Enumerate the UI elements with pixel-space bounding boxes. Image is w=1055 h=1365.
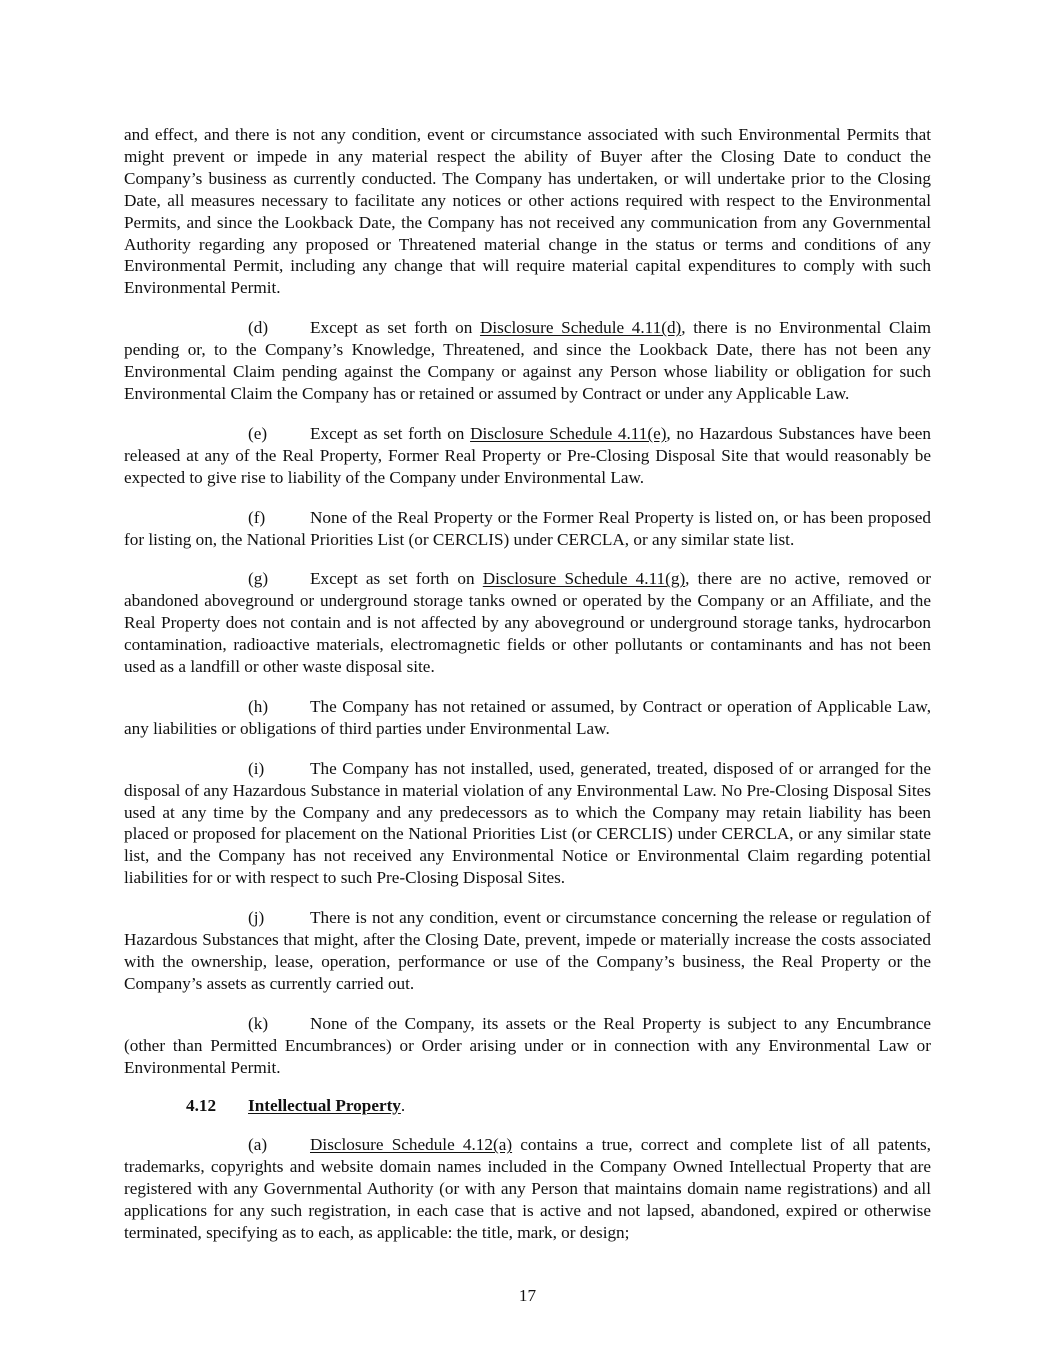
ip-clause-a [124, 1134, 931, 1244]
clause-f [124, 507, 931, 551]
clause-d [124, 317, 931, 405]
ip-clause-a-text: contains a true, correct and complete list of all patents, trademarks, copyrights and website domain names included in the Company Owned Intellectual Property that are registered with any Governmental Authority (or with any Person that maintains domain name registrations) and all applications for any such registration, in each case that is active and not lapsed, abandoned, expired or otherwise terminated, specifying as to each, as applicable: the title, mark, or design; [124, 1135, 931, 1243]
clause-g-lead: Except as set forth on [310, 569, 483, 589]
clause-j [124, 907, 931, 995]
clause-d-text: , there is no Environmental Claim pending or, to the Company’s Knowledge, Threatened, and since the Lookback Date, there has not been any Environmental Claim pending against the Company or against any Person whose liability or obligation for such Environmental Claim the Company has or retained or assumed by Contract or under any Applicable Law. [124, 318, 931, 403]
clause-k-label: (k) [248, 1013, 269, 1033]
clause-i-label: (i) [248, 758, 265, 778]
clause-f-text: None of the Real Property or the Former Real Property is listed on, or has been proposed for listing on, the National Priorities List (or CERCLIS) under CERCLA, or any similar state list. [124, 507, 931, 549]
clause-e [124, 423, 931, 489]
clause-h-text: The Company has not retained or assumed, by Contract or operation of Applicable Law, any liabilities or obligations of third parties under Environmental Law. [124, 696, 931, 738]
ip-clause-a-schedule-ref: Disclosure Schedule 4.12(a) [310, 1135, 513, 1155]
clause-k-text: None of the Company, its assets or the Real Property is subject to any Encumbrance (other than Permitted Encumbrances) or Order arising under or in connection with any Environmental Law or Environmental Permit. [124, 1013, 931, 1077]
clause-h-label: (h) [248, 696, 269, 716]
clause-k [124, 1013, 931, 1079]
ip-clause-a-label: (a) [248, 1135, 268, 1155]
continued-paragraph-text: and effect, and there is not any condition, event or circumstance associated with such Environmental Permits that might prevent or impede in any material respect the ability of Buyer after the Closing Date to conduct the Company’s business as currently conducted. The Company has undertaken, or will undertake prior to the Closing Date, all measures necessary to facilitate any notices or other actions required with respect to the Environmental Permits, and since the Lookback Date, the Company has not received any communication from any Governmental Authority regarding any proposed or Threatened material change in the status or terms and conditions of any Environmental Permit, including any change that will require material capital expenditures to comply with such Environmental Permit. [124, 125, 931, 298]
section-number: 4.12 [186, 1095, 217, 1115]
clause-j-label: (j) [248, 908, 265, 928]
clause-e-label: (e) [248, 423, 268, 443]
section-heading [124, 1095, 931, 1117]
clause-e-lead: Except as set forth on [310, 423, 471, 443]
clause-g-text: , there are no active, removed or abandoned aboveground or underground storage tanks owned or operated by the Company or an Affiliate, and the Real Property does not contain and is not affected by any aboveground or underground storage tanks, hydrocarbon contamination, radioactive materials, electromagnetic fields or other pollutants or contaminants and has not been used as a landfill or other waste disposal site. [124, 569, 931, 677]
clause-h [124, 696, 931, 740]
continued-paragraph [124, 124, 931, 299]
clause-d-lead: Except as set forth on [310, 318, 480, 338]
clause-e-schedule-ref: Disclosure Schedule 4.11(e) [470, 423, 667, 443]
clause-i [124, 758, 931, 889]
section-title: Intellectual Property [248, 1095, 401, 1115]
document-page [124, 124, 931, 1244]
page-number: 17 [518, 1286, 537, 1305]
clause-d-label: (d) [248, 318, 269, 338]
clause-j-text: There is not any condition, event or circumstance concerning the release or regulation of Hazardous Substances that might, after the Closing Date, prevent, impede or materially increase the costs associated with the ownership, lease, operation, performance or use of the Company’s business, the Real Property or the Company’s assets as currently carried out. [124, 908, 931, 993]
clause-e-text: , no Hazardous Substances have been released at any of the Real Property, Former Real Property or Pre-Closing Disposal Site that would reasonably be expected to give rise to liability of the Company under Environmental Law. [124, 423, 931, 487]
section-title-period: . [400, 1095, 406, 1115]
clause-i-text: The Company has not installed, used, generated, treated, disposed of or arranged for the disposal of any Hazardous Substance in material violation of any Environmental Law. No Pre-Closing Disposal Sites used at any time by the Company and any predecessors as to which the Company may retain liability has been placed or proposed for placement on the National Priorities List (or CERCLIS) under CERCLA, or any similar state list, and the Company has not received any Environmental Notice or Environmental Claim regarding potential liabilities for or with respect to such Pre-Closing Disposal Sites. [124, 758, 931, 888]
clause-g-label: (g) [248, 569, 269, 589]
clause-g-schedule-ref: Disclosure Schedule 4.11(g) [482, 569, 686, 589]
clause-f-label: (f) [248, 507, 266, 527]
clause-g [124, 568, 931, 678]
clause-d-schedule-ref: Disclosure Schedule 4.11(d) [479, 318, 682, 338]
